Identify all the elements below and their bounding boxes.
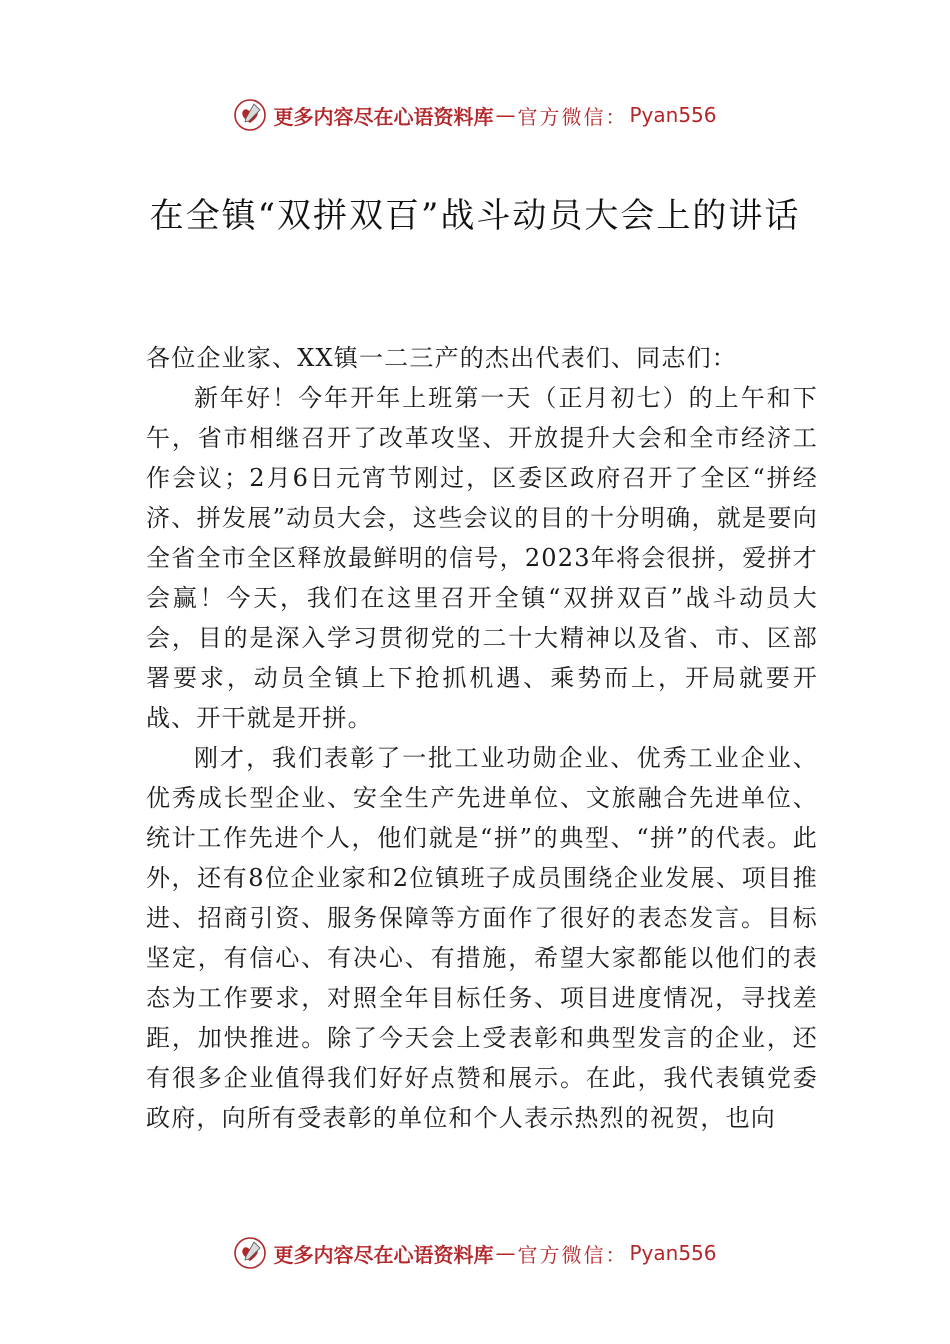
banner-separator: — xyxy=(495,1241,516,1265)
wechat-id: Pyan556 xyxy=(629,1241,717,1265)
wechat-label: 官方微信： xyxy=(517,104,628,129)
heart-pen-logo-icon xyxy=(233,98,267,132)
promo-text: 更多内容尽在心语资料库 xyxy=(273,104,494,129)
banner-separator: — xyxy=(495,103,516,127)
document-title: 在全镇“双拼双百”战斗动员大会上的讲话 xyxy=(149,196,801,236)
promo-text: 更多内容尽在心语资料库 xyxy=(273,1242,494,1267)
header-banner xyxy=(0,95,950,135)
footer-banner xyxy=(0,1233,950,1273)
wechat-label: 官方微信： xyxy=(517,1242,628,1267)
paragraph: 新年好！今年开年上班第一天（正月初七）的上午和下午，省市相继召开了改革攻坚、开放提升大会和全市经济工作会议；2月6日元宵节刚过，区委区政府召开了全区“拼经济、拼发展”动员大会，这些会议的目的十分明确，就是要向全省全市全区释放最鲜明的信号，2023年将会很拼，爱拼才会赢！今天，我们在这里召开全镇“双拼双百”战斗动员大会，目的是深入学习贯彻党的二十大精神以及省、市、区部署要求，动员全镇上下抢抓机遇、乘势而上，开局就要开战、开干就是开拼。 xyxy=(146,384,818,732)
wechat-id: Pyan556 xyxy=(629,103,717,127)
heart-pen-logo-icon xyxy=(233,1236,267,1270)
salutation: 各位企业家、XX镇一二三产的杰出代表们、同志们： xyxy=(146,344,737,372)
paragraph: 刚才，我们表彰了一批工业功勋企业、优秀工业企业、优秀成长型企业、安全生产先进单位、文旅融合先进单位、统计工作先进个人，他们就是“拼”的典型、“拼”的代表。此外，还有8位企业家和2位镇班子成员围绕企业发展、项目推进、招商引资、服务保障等方面作了很好的表态发言。目标坚定，有信心、有决心、有措施，希望大家都能以他们的表态为工作要求，对照全年目标任务、项目进度情况，寻找差距，加快推进。除了今天会上受表彰和典型发言的企业，还有很多企业值得我们好好点赞和展示。在此，我代表镇党委政府，向所有受表彰的单位和个人表示热烈的祝贺，也向 xyxy=(146,744,818,1132)
document-body xyxy=(146,338,818,1138)
